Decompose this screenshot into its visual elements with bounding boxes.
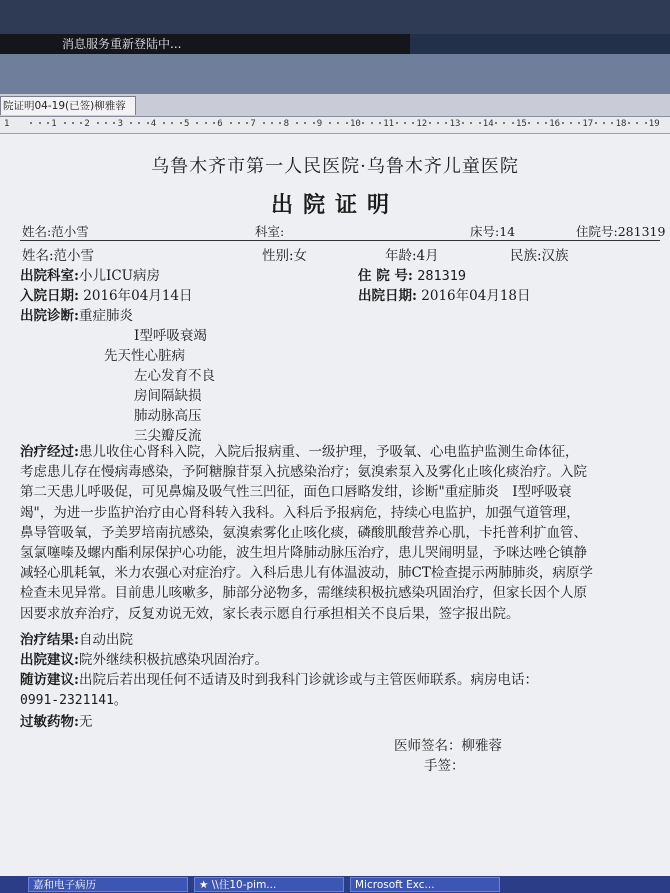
ruler-number: 14: [482, 119, 494, 129]
ruler-tick: [171, 122, 173, 124]
admission-number-label: 住 院 号:: [358, 268, 413, 284]
diagnosis-item: 先天性心脏病: [104, 348, 185, 364]
ruler-tick: [528, 122, 530, 124]
ruler-tick: [512, 122, 514, 124]
ruler-number: 12: [416, 119, 428, 129]
diagnosis-item: 三尖瓣反流: [134, 428, 202, 444]
admission-date-label: 入院日期:: [20, 288, 79, 304]
ruler-number: 9: [316, 119, 323, 129]
diagnosis-item: 肺动脉高压: [134, 408, 202, 424]
ruler-number: 10: [350, 119, 361, 129]
treatment-course: [20, 442, 660, 624]
treatment-line: 鼻导管吸氧，予美罗培南抗感染，氨溴索雾化止咳化痰，磷酸肌酸营养心肌，卡托普利扩血管、: [20, 524, 587, 541]
doctor-signature: 医师签名：柳雅蓉: [394, 738, 502, 754]
treatment-line: 考虑患儿存在慢病毒感染，予阿糖腺苷泵入抗感染治疗；氨溴索泵入及雾化止咳化痰治疗。入院: [20, 464, 587, 481]
ruler-tick: [64, 122, 66, 124]
ruler-tick: [246, 122, 248, 124]
ruler-tick: [603, 122, 605, 124]
ruler-tick: [503, 122, 505, 124]
ward-phone: 0991-2321141。: [20, 693, 127, 708]
ruler-tick: [147, 122, 149, 124]
horizontal-ruler[interactable]: [0, 117, 670, 134]
notification-bar-right: [410, 34, 670, 54]
ruler-number: 1: [51, 119, 57, 129]
diagnosis-item: 重症肺炎: [78, 308, 133, 324]
ruler-number: 19: [648, 119, 660, 129]
ruler-tick: [404, 122, 406, 124]
ruler-tick: [371, 122, 373, 124]
ruler-tick: [329, 122, 331, 124]
top-window-bar: [0, 0, 670, 34]
header-bed: 床号:14: [470, 224, 516, 239]
taskbar-item[interactable]: Microsoft Exc...: [350, 877, 500, 892]
document-tab-bar: [0, 94, 670, 117]
discharge-dept: [20, 264, 160, 284]
discharge-dept-label: 出院科室:: [20, 268, 79, 284]
notification-bar: [0, 34, 410, 54]
taskbar-item[interactable]: 嘉和电子病历: [28, 877, 188, 892]
followup-advice: [20, 668, 538, 688]
ruler-start-marker: 1: [4, 119, 10, 129]
ruler-tick: [238, 122, 240, 124]
ruler-tick: [636, 122, 638, 124]
ruler-tick: [97, 122, 99, 124]
treatment-line: 第二天患儿呼吸促，可见鼻煽及吸气性三凹征，面色口唇略发绀，诊断"重症肺炎 I型呼吸衰: [20, 484, 572, 501]
treatment-line: 氢氯噻嗪及螺内酯利尿保护心功能，波生坦片降肺动脉压治疗，患儿哭闹明显，予咪达唑仑镇静: [20, 545, 587, 562]
ruler-number: 18: [615, 119, 627, 129]
discharge-advice-value: 院外继续积极抗感染巩固治疗。: [78, 652, 268, 668]
ruler-tick: [279, 122, 281, 124]
header-dept: 科室:: [255, 224, 285, 239]
ruler-number: 3: [117, 119, 124, 129]
ruler-tick: [113, 122, 115, 124]
ruler-tick: [105, 122, 107, 124]
treatment-label: 治疗经过:: [20, 444, 79, 460]
header-divider: [20, 240, 660, 241]
treatment-result-label: 治疗结果:: [20, 632, 79, 648]
treatment-line: 减轻心肌耗氧，米力农强心对症治疗。入科后患儿有体温波动，肺CT检查提示两肺肺炎，病原学: [20, 565, 593, 582]
ruler-tick: [39, 122, 41, 124]
ruler-tick: [263, 122, 265, 124]
notification-text: 消息服务重新登陆中...: [62, 37, 182, 51]
ruler-tick: [80, 122, 82, 124]
ruler-tick: [470, 122, 472, 124]
hospital-name: 乌鲁木齐市第一人民医院·乌鲁木齐儿童医院: [151, 156, 519, 177]
patient-name: 姓名:范小雪: [22, 248, 95, 264]
ruler-tick: [362, 122, 364, 124]
admission-number-value: 281319: [417, 268, 466, 284]
ruler-tick: [429, 122, 431, 124]
followup-value: 出院后若出现任何不适请及时到我科门诊就诊或与主管医师联系。病房电话：: [78, 672, 538, 688]
treatment-line: 检查未见异常。目前患儿咳嗽多，肺部分泌物多，需继续积极抗感染巩固治疗，但家长因个人原: [20, 585, 587, 602]
drug-allergy: [20, 710, 92, 730]
ruler-tick: [213, 122, 215, 124]
ruler-tick: [138, 122, 140, 124]
ruler-tick: [30, 122, 32, 124]
ruler-tick: [379, 122, 381, 124]
ruler-tick: [304, 122, 306, 124]
treatment-line: 因要求放弃治疗，反复劝说无效，家长表示愿自行承担相关不良后果，签字报出院。: [20, 605, 520, 622]
ruler-tick: [462, 122, 464, 124]
handwritten-signature: 手签：: [424, 758, 465, 774]
ruler-tick: [205, 122, 207, 124]
treatment-result: [20, 628, 133, 648]
treatment-line: 竭"，为进一步监护治疗由心肾科转入我科。入科后予报病危，持续心电监护，加强气道管理，: [20, 504, 580, 521]
ruler-tick: [537, 122, 539, 124]
ruler-tick: [346, 122, 348, 124]
ruler-tick: [130, 122, 132, 124]
ruler-tick: [562, 122, 564, 124]
ruler-tick: [163, 122, 165, 124]
diagnosis-label: 出院诊断:: [20, 308, 79, 324]
ruler-number: 4: [150, 119, 157, 129]
discharge-date-value: 2016年04月18日: [421, 288, 531, 304]
followup-label: 随访建议:: [20, 672, 79, 688]
ruler-tick: [479, 122, 481, 124]
admission-date-value: 2016年04月14日: [83, 288, 193, 304]
ruler-tick: [611, 122, 613, 124]
ruler-tick: [628, 122, 630, 124]
document-tab[interactable]: [0, 96, 136, 115]
ruler-tick: [445, 122, 447, 124]
document-page[interactable]: [0, 134, 670, 876]
ruler-number: 11: [383, 119, 395, 129]
ruler-number: 8: [283, 119, 290, 129]
ruler-tick: [196, 122, 198, 124]
toolbar-area: [0, 54, 670, 94]
ruler-number: 13: [449, 119, 461, 129]
ruler-number: 7: [250, 119, 256, 129]
ruler-tick: [595, 122, 597, 124]
document-title: 出院证明: [270, 192, 399, 218]
ruler-tick: [437, 122, 439, 124]
ruler-tick: [72, 122, 74, 124]
diagnosis: [20, 304, 133, 324]
discharge-date: [358, 284, 531, 304]
discharge-dept-value: 小儿ICU病房: [78, 268, 161, 284]
ruler-tick: [47, 122, 49, 124]
patient-ethnic: 民族:汉族: [510, 248, 569, 264]
header-admission-no: 住院号:281319: [576, 224, 666, 239]
ruler-tick: [495, 122, 497, 124]
discharge-advice-label: 出院建议:: [20, 652, 79, 668]
diagnosis-item: 房间隔缺损: [134, 388, 202, 404]
patient-sex: 性别:女: [262, 248, 308, 264]
taskbar: [0, 876, 670, 893]
ruler-tick: [313, 122, 315, 124]
ruler-tick: [337, 122, 339, 124]
ruler-tick: [296, 122, 298, 124]
patient-age: 年龄:4月: [385, 248, 439, 264]
ruler-tick: [412, 122, 414, 124]
ruler-number: 17: [582, 119, 594, 129]
ruler-tick: [230, 122, 232, 124]
taskbar-item[interactable]: ★ \\住10-pim...: [194, 877, 344, 892]
discharge-date-label: 出院日期:: [358, 288, 417, 304]
discharge-advice: [20, 648, 268, 668]
ruler-number: 6: [217, 119, 223, 129]
drug-allergy-label: 过敏药物:: [20, 714, 79, 730]
drug-allergy-value: 无: [78, 714, 93, 730]
treatment-result-value: 自动出院: [78, 632, 133, 648]
diagnosis-item: I型呼吸衰竭: [134, 328, 207, 344]
ruler-tick: [271, 122, 273, 124]
ruler-number: 5: [184, 119, 190, 129]
header-name: 姓名:范小雪: [22, 224, 89, 239]
diagnosis-item: 左心发育不良: [134, 368, 215, 384]
ruler-tick: [645, 122, 647, 124]
ruler-tick: [570, 122, 572, 124]
treatment-line: 治疗经过:患儿收住心肾科入院，入院后报病重、一级护理，予吸氧、心电监护监测生命体征，: [20, 444, 579, 460]
admission-number: [358, 264, 466, 284]
ruler-tick: [180, 122, 182, 124]
ruler-number: 16: [549, 119, 561, 129]
document-tab-label: 院证明04-19(已签)柳雅蓉: [3, 100, 126, 112]
ruler-number: 2: [84, 119, 90, 129]
star-icon: ★: [199, 879, 209, 891]
admission-date: [20, 284, 193, 304]
ruler-tick: [396, 122, 398, 124]
ruler-tick: [545, 122, 547, 124]
ruler-number: 15: [516, 119, 527, 129]
ruler-tick: [578, 122, 580, 124]
